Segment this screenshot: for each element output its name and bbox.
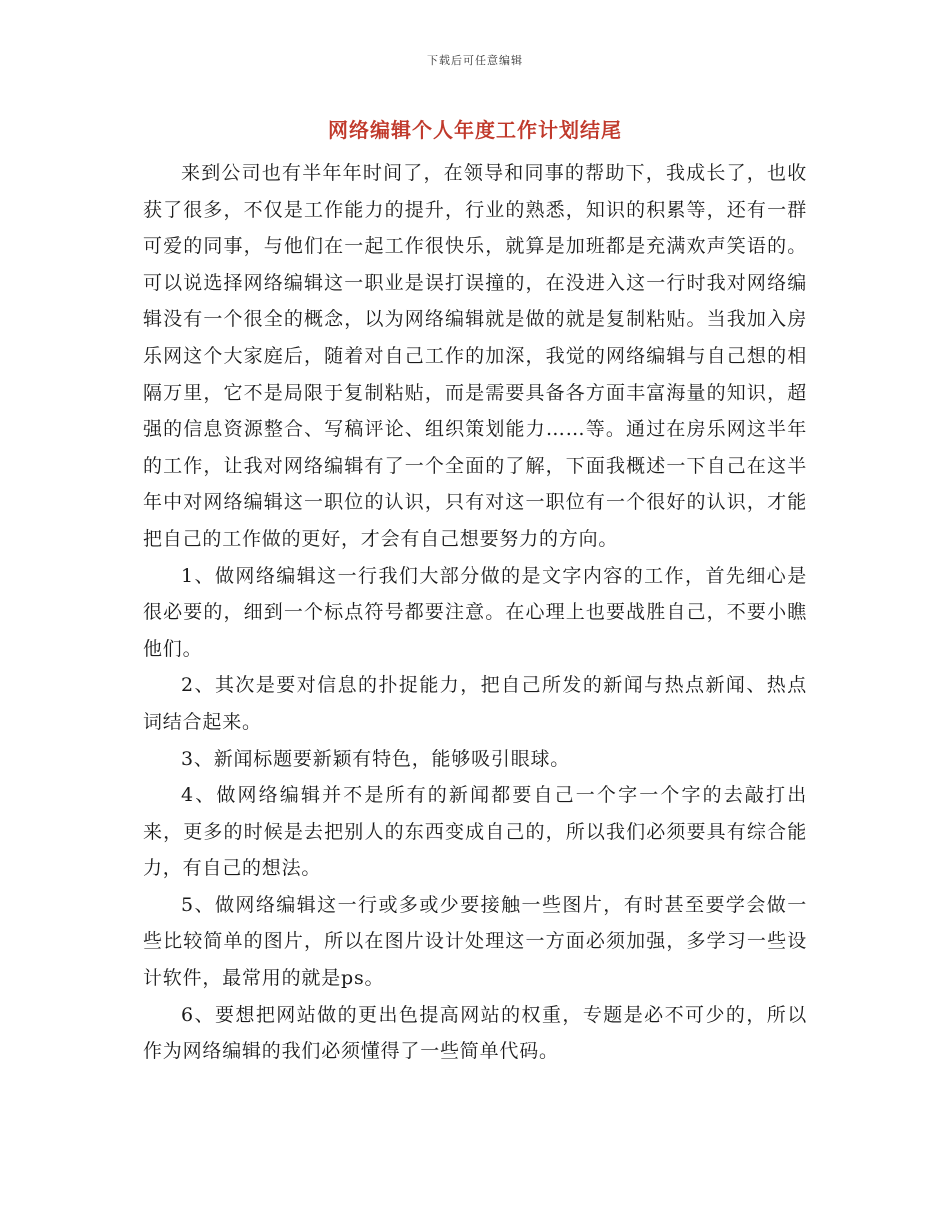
- paragraph-item-3: 3、新闻标题要新颖有特色，能够吸引眼球。: [181, 747, 571, 770]
- paragraph-item-6: 6、要想把网站做的更出色提高网站的权重，专题是必不可少的，所以作为网络编辑的我们必须懂得了一些简单代码。: [143, 1003, 807, 1063]
- paragraph-item-2: 2、其次是要对信息的扑捉能力，把自己所发的新闻与热点新闻、热点词结合起来。: [143, 674, 807, 733]
- header-note: 下载后可任意编辑: [427, 54, 523, 67]
- paragraph-item-4: 4、做网络编辑并不是所有的新闻都要自己一个字一个字的去敲打出来，更多的时候是去把别人的东西变成自己的，所以我们必须要具有综合能力，有自己的想法。: [143, 784, 807, 880]
- paragraph-intro: 来到公司也有半年年时间了，在领导和同事的帮助下，我成长了，也收获了很多，不仅是工作能力的提升，行业的熟悉，知识的积累等，还有一群可爱的同事，与他们在一起工作很快乐，就算是加班都是充满欢声笑语的。可以说选择网络编辑这一职业是误打误撞的，在没进入这一行时我对网络编辑没有一个很全的概念，以为网络编辑就是做的就是复制粘贴。当我加入房乐网这个大家庭后，随着对自己工作的加深，我觉的网络编辑与自己想的相隔万里，它不是局限于复制粘贴，而是需要具备各方面丰富海量的知识，超强的信息资源整合、写稿评论、组织策划能力……等。通过在房乐网这半年的工作，让我对网络编辑有了一个全面的了解，下面我概述一下自己在这半年中对网络编辑这一职位的认识，只有对这一职位有一个很好的认识，才能把自己的工作做的更好，才会有自己想要努力的方向。: [143, 162, 807, 550]
- paragraph-item-5: 5、做网络编辑这一行或多或少要接触一些图片，有时甚至要学会做一些比较简单的图片，所以在图片设计处理这一方面必须加强，多学习一些设计软件，最常用的就是ps。: [143, 893, 807, 990]
- document-body: [143, 155, 807, 1070]
- paragraph-item-1: 1、做网络编辑这一行我们大部分做的是文字内容的工作，首先细心是很必要的，细到一个标点符号都要注意。在心理上也要战胜自己，不要小瞧他们。: [143, 564, 807, 660]
- document-title: 网络编辑个人年度工作计划结尾: [328, 118, 622, 142]
